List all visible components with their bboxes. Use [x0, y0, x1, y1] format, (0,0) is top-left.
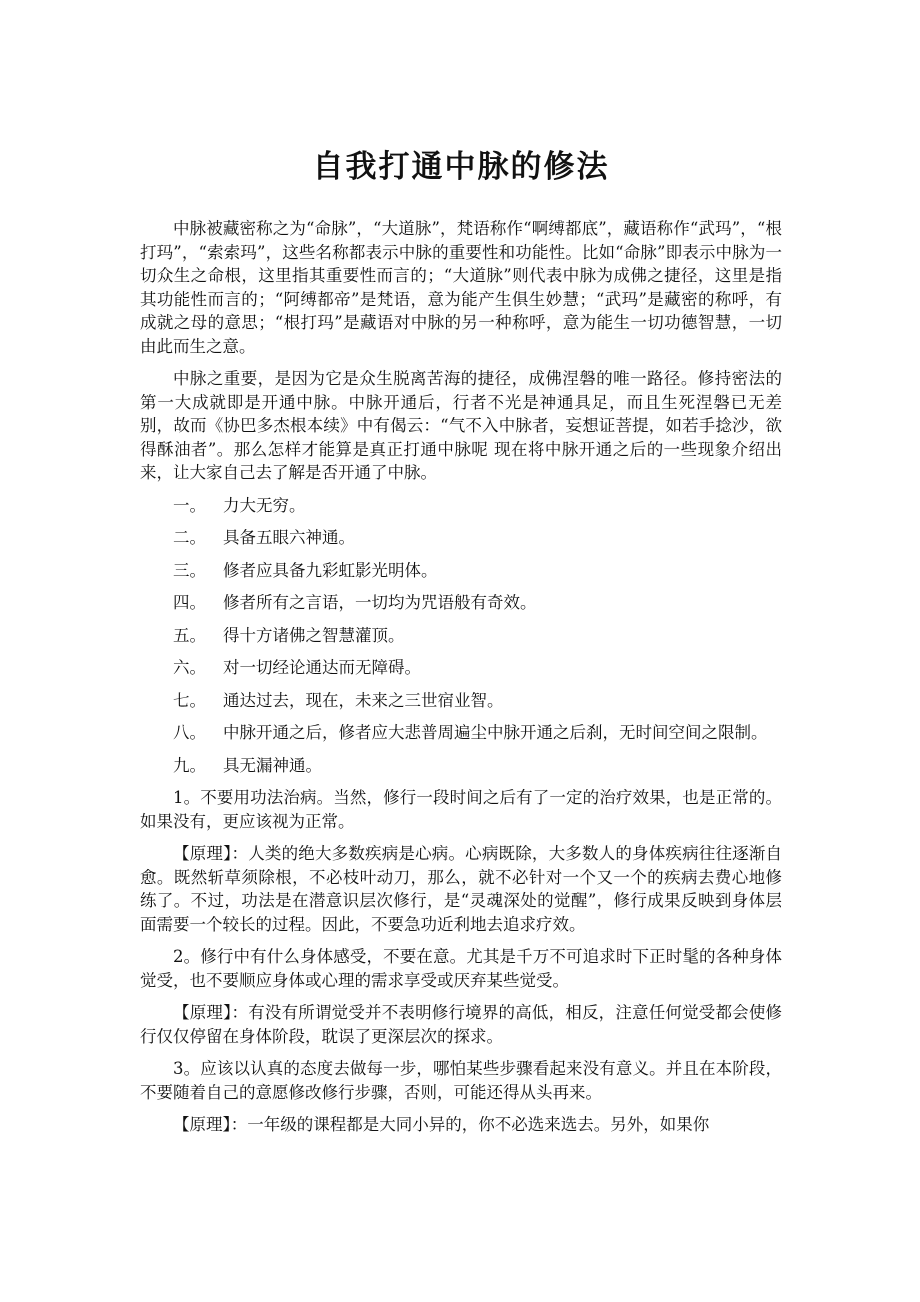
document-body	[140, 217, 782, 1137]
principle-label: 【原理】：	[173, 1115, 248, 1134]
item-number: 八。	[173, 723, 206, 742]
item-number: 九。	[173, 755, 206, 775]
item-number: 五。	[173, 625, 206, 645]
practice-paragraph: 3。应该以认真的态度去做每一步，哪怕某些步骤看起来没有意义。并且在本阶段，不要随着自己的意愿修改修行步骤，否则，可能还得从头再来。	[140, 1059, 782, 1102]
phenomenon-item	[140, 526, 782, 550]
item-number: 四。	[173, 593, 206, 612]
item-text: 得十方诸佛之智慧灌顶。	[223, 625, 405, 645]
intro-paragraph: 中脉被藏密称之为“命脉”，“大道脉”，梵语称作“啊缚都底”，藏语称作“武玛”，“根打玛”，“索索玛”，这些名称都表示中脉的重要性和功能性。比如“命脉”即表示中脉为一切众生之命根，这里指其重要性而言的；“大道脉”则代表中脉为成佛之捷径，这里是指其功能性而言的；“阿缚都帝”是梵语，意为能产生俱生妙慧；“武玛”是藏密的称呼，有成就之母的意思；“根打玛”是藏语对中脉的另一种称呼，意为能生一切功德智慧，一切由此而生之意。	[140, 219, 782, 356]
phenomenon-item	[140, 559, 782, 583]
phenomenon-item	[140, 591, 782, 615]
item-text: 修者所有之言语，一切均为咒语般有奇效。	[223, 593, 537, 612]
practice-paragraph: 2。修行中有什么身体感受，不要在意。尤其是千万不可追求时下正时髦的各种身体觉受，也不要顺应身体或心理的需求享受或厌弃某些觉受。	[140, 947, 782, 990]
phenomenon-item	[140, 494, 782, 518]
intro-paragraph: 中脉之重要，是因为它是众生脱离苦海的捷径，成佛涅磐的唯一路径。修持密法的第一大成就即是开通中脉。中脉开通后，行者不光是神通具足，而且生死涅磐已无差别，故而《协巴多杰根本续》中有偈云：“气不入中脉者，妄想证菩提，如若手捻沙，欲得酥油者”。那么怎样才能算是真正打通中脉呢 现在将中脉开通之后的一些现象介绍出来，让大家自己去了解是否开通了中脉。	[140, 369, 782, 482]
page-title: 自我打通中脉的修法	[312, 149, 610, 185]
item-text: 对一切经论通达而无障碍。	[223, 658, 421, 677]
phenomenon-item	[140, 689, 782, 713]
phenomenon-item	[140, 656, 782, 680]
principle-text: 一年级的课程都是大同小异的，你不必选来选去。另外，如果你	[247, 1115, 710, 1134]
item-number: 三。	[173, 560, 206, 580]
item-text: 修者应具备九彩虹影光明体。	[223, 560, 438, 580]
principle-text: 有没有所谓觉受并不表明修行境界的高低，相反，注意任何觉受都会使修行仅仅停留在身体阶段，耽误了更深层次的探求。	[140, 1003, 782, 1046]
item-number: 一。	[173, 495, 206, 515]
document-page	[140, 0, 782, 1146]
phenomenon-item	[140, 721, 782, 745]
principle-paragraph	[140, 842, 782, 936]
practice-paragraph: 1。不要用功法治病。当然，修行一段时间之后有了一定的治疗效果，也是正常的。如果没有，更应该视为正常。	[140, 788, 782, 831]
item-number: 六。	[173, 658, 206, 677]
item-text: 中脉开通之后，修者应大悲普周遍尘中脉开通之后刹，无时间空间之限制。	[223, 723, 768, 742]
principle-text: 人类的绝大多数疾病是心病。心病既除，大多数人的身体疾病往往逐渐自愈。既然斩草须除根，不必枝叶动刀，那么，就不必针对一个又一个的疾病去费心地修练了。不过，功法是在潜意识层次修行，是“灵魂深处的觉醒”，修行成果反映到身体层面需要一个较长的过程。因此，不要急功近利地去追求疗效。	[140, 844, 782, 934]
principle-label: 【原理】：	[173, 844, 249, 863]
item-number: 七。	[173, 690, 206, 710]
principle-label: 【原理】：	[173, 1003, 249, 1022]
item-text: 力大无穷。	[223, 495, 306, 515]
phenomenon-item	[140, 624, 782, 648]
item-text: 具无漏神通。	[223, 755, 322, 775]
item-number: 二。	[173, 528, 206, 547]
principle-paragraph	[140, 1113, 782, 1137]
principle-paragraph	[140, 1001, 782, 1048]
phenomenon-item	[140, 754, 782, 778]
item-text: 通达过去，现在，未来之三世宿业智。	[223, 690, 504, 710]
item-text: 具备五眼六神通。	[223, 528, 355, 547]
